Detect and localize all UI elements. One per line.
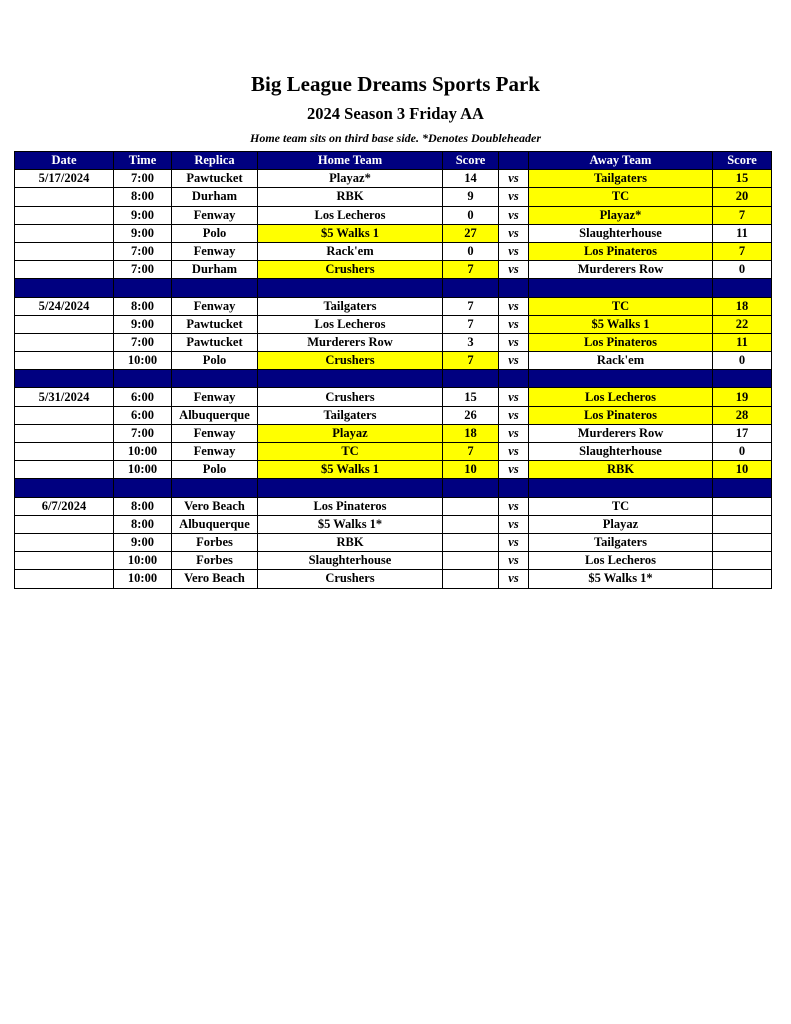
separator-cell — [172, 479, 258, 497]
game-field: Pawtucket — [172, 333, 258, 351]
home-score: 3 — [443, 333, 499, 351]
home-score: 18 — [443, 424, 499, 442]
away-team: Los Pinateros — [529, 406, 713, 424]
home-score — [443, 552, 499, 570]
game-row — [15, 242, 772, 260]
game-row — [15, 352, 772, 370]
away-team: Los Pinateros — [529, 333, 713, 351]
game-time: 7:00 — [114, 333, 172, 351]
away-score — [713, 552, 772, 570]
schedule-table — [14, 151, 772, 589]
game-date: 5/17/2024 — [15, 170, 114, 188]
game-date — [15, 552, 114, 570]
home-score: 7 — [443, 261, 499, 279]
separator-cell — [114, 370, 172, 388]
home-team: Playaz* — [258, 170, 443, 188]
separator-cell — [713, 479, 772, 497]
vs-label: vs — [499, 515, 529, 533]
away-team: Slaughterhouse — [529, 443, 713, 461]
game-row — [15, 333, 772, 351]
vs-label: vs — [499, 388, 529, 406]
game-row — [15, 170, 772, 188]
game-date — [15, 333, 114, 351]
game-date — [15, 443, 114, 461]
game-time: 9:00 — [114, 533, 172, 551]
game-field: Fenway — [172, 424, 258, 442]
separator-cell — [499, 479, 529, 497]
game-row — [15, 315, 772, 333]
away-team: TC — [529, 188, 713, 206]
away-score: 11 — [713, 224, 772, 242]
game-field: Pawtucket — [172, 315, 258, 333]
separator-cell — [443, 279, 499, 297]
separator-cell — [258, 479, 443, 497]
away-score — [713, 570, 772, 588]
vs-label: vs — [499, 206, 529, 224]
game-time: 8:00 — [114, 188, 172, 206]
home-score: 10 — [443, 461, 499, 479]
home-score — [443, 533, 499, 551]
away-score: 22 — [713, 315, 772, 333]
game-field: Albuquerque — [172, 406, 258, 424]
game-row — [15, 552, 772, 570]
away-team: Murderers Row — [529, 424, 713, 442]
away-score: 17 — [713, 424, 772, 442]
game-date — [15, 206, 114, 224]
home-team: RBK — [258, 533, 443, 551]
home-score: 9 — [443, 188, 499, 206]
schedule-body — [15, 170, 772, 588]
game-time: 7:00 — [114, 261, 172, 279]
home-team: Crushers — [258, 570, 443, 588]
game-field: Polo — [172, 461, 258, 479]
week-separator — [15, 479, 772, 497]
game-field: Fenway — [172, 297, 258, 315]
game-row — [15, 533, 772, 551]
home-score: 0 — [443, 206, 499, 224]
separator-cell — [713, 370, 772, 388]
game-time: 7:00 — [114, 424, 172, 442]
vs-label: vs — [499, 315, 529, 333]
game-time: 10:00 — [114, 570, 172, 588]
separator-cell — [15, 370, 114, 388]
game-time: 8:00 — [114, 515, 172, 533]
away-team: Tailgaters — [529, 170, 713, 188]
game-date — [15, 461, 114, 479]
game-time: 9:00 — [114, 224, 172, 242]
separator-cell — [258, 279, 443, 297]
home-team: $5 Walks 1* — [258, 515, 443, 533]
game-date — [15, 242, 114, 260]
vs-label: vs — [499, 461, 529, 479]
schedule-note: Home team sits on third base side. *Denotes Doubleheader — [250, 131, 541, 145]
game-field: Durham — [172, 188, 258, 206]
away-team: Murderers Row — [529, 261, 713, 279]
vs-label: vs — [499, 552, 529, 570]
week-separator — [15, 279, 772, 297]
col-header-away-team: Away Team — [529, 152, 713, 170]
game-row — [15, 497, 772, 515]
home-score: 27 — [443, 224, 499, 242]
game-date — [15, 315, 114, 333]
game-row — [15, 515, 772, 533]
game-date — [15, 224, 114, 242]
game-date — [15, 406, 114, 424]
game-row — [15, 461, 772, 479]
game-time: 9:00 — [114, 206, 172, 224]
home-team: Crushers — [258, 352, 443, 370]
separator-cell — [114, 479, 172, 497]
away-team: Los Lecheros — [529, 552, 713, 570]
home-team: Crushers — [258, 261, 443, 279]
home-team: Los Pinateros — [258, 497, 443, 515]
game-date — [15, 261, 114, 279]
separator-cell — [258, 370, 443, 388]
game-row — [15, 406, 772, 424]
away-team: Tailgaters — [529, 533, 713, 551]
away-team: RBK — [529, 461, 713, 479]
vs-label: vs — [499, 424, 529, 442]
game-field: Fenway — [172, 388, 258, 406]
game-field: Forbes — [172, 533, 258, 551]
game-row — [15, 297, 772, 315]
separator-cell — [15, 279, 114, 297]
away-team: $5 Walks 1 — [529, 315, 713, 333]
game-date — [15, 515, 114, 533]
separator-cell — [499, 279, 529, 297]
home-score: 7 — [443, 443, 499, 461]
game-date — [15, 352, 114, 370]
game-field: Albuquerque — [172, 515, 258, 533]
away-score — [713, 497, 772, 515]
header-row — [15, 152, 772, 170]
separator-cell — [529, 279, 713, 297]
col-header-away-score: Score — [713, 152, 772, 170]
vs-label: vs — [499, 533, 529, 551]
separator-cell — [713, 279, 772, 297]
home-team: Tailgaters — [258, 406, 443, 424]
game-row — [15, 388, 772, 406]
away-team: Rack'em — [529, 352, 713, 370]
away-team: TC — [529, 297, 713, 315]
game-time: 6:00 — [114, 406, 172, 424]
home-team: Los Lecheros — [258, 206, 443, 224]
game-time: 7:00 — [114, 242, 172, 260]
game-time: 10:00 — [114, 443, 172, 461]
home-team: Slaughterhouse — [258, 552, 443, 570]
separator-cell — [172, 370, 258, 388]
home-score: 0 — [443, 242, 499, 260]
game-time: 8:00 — [114, 297, 172, 315]
vs-label: vs — [499, 406, 529, 424]
home-score — [443, 570, 499, 588]
game-time: 9:00 — [114, 315, 172, 333]
home-team: $5 Walks 1 — [258, 224, 443, 242]
away-score: 20 — [713, 188, 772, 206]
game-time: 10:00 — [114, 461, 172, 479]
vs-label: vs — [499, 170, 529, 188]
game-row — [15, 424, 772, 442]
separator-cell — [529, 370, 713, 388]
separator-cell — [15, 479, 114, 497]
away-score: 7 — [713, 206, 772, 224]
vs-label: vs — [499, 570, 529, 588]
vs-label: vs — [499, 261, 529, 279]
away-score: 7 — [713, 242, 772, 260]
game-field: Polo — [172, 352, 258, 370]
home-team: Los Lecheros — [258, 315, 443, 333]
home-score — [443, 497, 499, 515]
game-row — [15, 443, 772, 461]
game-time: 10:00 — [114, 352, 172, 370]
game-date: 5/24/2024 — [15, 297, 114, 315]
away-team: Los Pinateros — [529, 242, 713, 260]
col-header-replica: Replica — [172, 152, 258, 170]
home-score: 14 — [443, 170, 499, 188]
home-score: 15 — [443, 388, 499, 406]
game-date: 6/7/2024 — [15, 497, 114, 515]
game-row — [15, 224, 772, 242]
game-date: 5/31/2024 — [15, 388, 114, 406]
game-field: Fenway — [172, 242, 258, 260]
home-score: 26 — [443, 406, 499, 424]
home-score: 7 — [443, 315, 499, 333]
game-row — [15, 570, 772, 588]
game-time: 7:00 — [114, 170, 172, 188]
game-date — [15, 570, 114, 588]
away-team: Playaz — [529, 515, 713, 533]
game-field: Fenway — [172, 206, 258, 224]
away-score: 0 — [713, 352, 772, 370]
col-header-home-team: Home Team — [258, 152, 443, 170]
week-separator — [15, 370, 772, 388]
vs-label: vs — [499, 224, 529, 242]
game-field: Vero Beach — [172, 570, 258, 588]
home-team: Murderers Row — [258, 333, 443, 351]
home-team: Crushers — [258, 388, 443, 406]
separator-cell — [443, 479, 499, 497]
away-team: Playaz* — [529, 206, 713, 224]
game-field: Durham — [172, 261, 258, 279]
away-score: 15 — [713, 170, 772, 188]
home-score: 7 — [443, 297, 499, 315]
col-header-time: Time — [114, 152, 172, 170]
col-header-home-score: Score — [443, 152, 499, 170]
game-field: Pawtucket — [172, 170, 258, 188]
home-team: TC — [258, 443, 443, 461]
home-team: Rack'em — [258, 242, 443, 260]
separator-cell — [172, 279, 258, 297]
separator-cell — [114, 279, 172, 297]
away-team: $5 Walks 1* — [529, 570, 713, 588]
vs-label: vs — [499, 443, 529, 461]
away-score — [713, 533, 772, 551]
game-time: 8:00 — [114, 497, 172, 515]
vs-label: vs — [499, 352, 529, 370]
game-time: 10:00 — [114, 552, 172, 570]
away-score: 19 — [713, 388, 772, 406]
away-score: 18 — [713, 297, 772, 315]
vs-label: vs — [499, 297, 529, 315]
game-field: Forbes — [172, 552, 258, 570]
game-row — [15, 261, 772, 279]
game-date — [15, 424, 114, 442]
home-team: Tailgaters — [258, 297, 443, 315]
game-row — [15, 188, 772, 206]
col-header-date: Date — [15, 152, 114, 170]
separator-cell — [529, 479, 713, 497]
page-title: Big League Dreams Sports Park — [251, 72, 540, 96]
separator-cell — [443, 370, 499, 388]
home-score — [443, 515, 499, 533]
vs-label: vs — [499, 188, 529, 206]
game-time: 6:00 — [114, 388, 172, 406]
game-field: Polo — [172, 224, 258, 242]
away-score: 28 — [713, 406, 772, 424]
vs-label: vs — [499, 242, 529, 260]
away-score: 0 — [713, 261, 772, 279]
vs-label: vs — [499, 333, 529, 351]
away-score: 0 — [713, 443, 772, 461]
season-subtitle: 2024 Season 3 Friday AA — [307, 104, 484, 123]
col-header-vs — [499, 152, 529, 170]
game-date — [15, 188, 114, 206]
vs-label: vs — [499, 497, 529, 515]
away-team: TC — [529, 497, 713, 515]
home-team: Playaz — [258, 424, 443, 442]
home-team: $5 Walks 1 — [258, 461, 443, 479]
game-field: Vero Beach — [172, 497, 258, 515]
away-team: Slaughterhouse — [529, 224, 713, 242]
game-row — [15, 206, 772, 224]
away-score: 11 — [713, 333, 772, 351]
separator-cell — [499, 370, 529, 388]
game-date — [15, 533, 114, 551]
game-field: Fenway — [172, 443, 258, 461]
away-score: 10 — [713, 461, 772, 479]
away-team: Los Lecheros — [529, 388, 713, 406]
home-team: RBK — [258, 188, 443, 206]
away-score — [713, 515, 772, 533]
home-score: 7 — [443, 352, 499, 370]
